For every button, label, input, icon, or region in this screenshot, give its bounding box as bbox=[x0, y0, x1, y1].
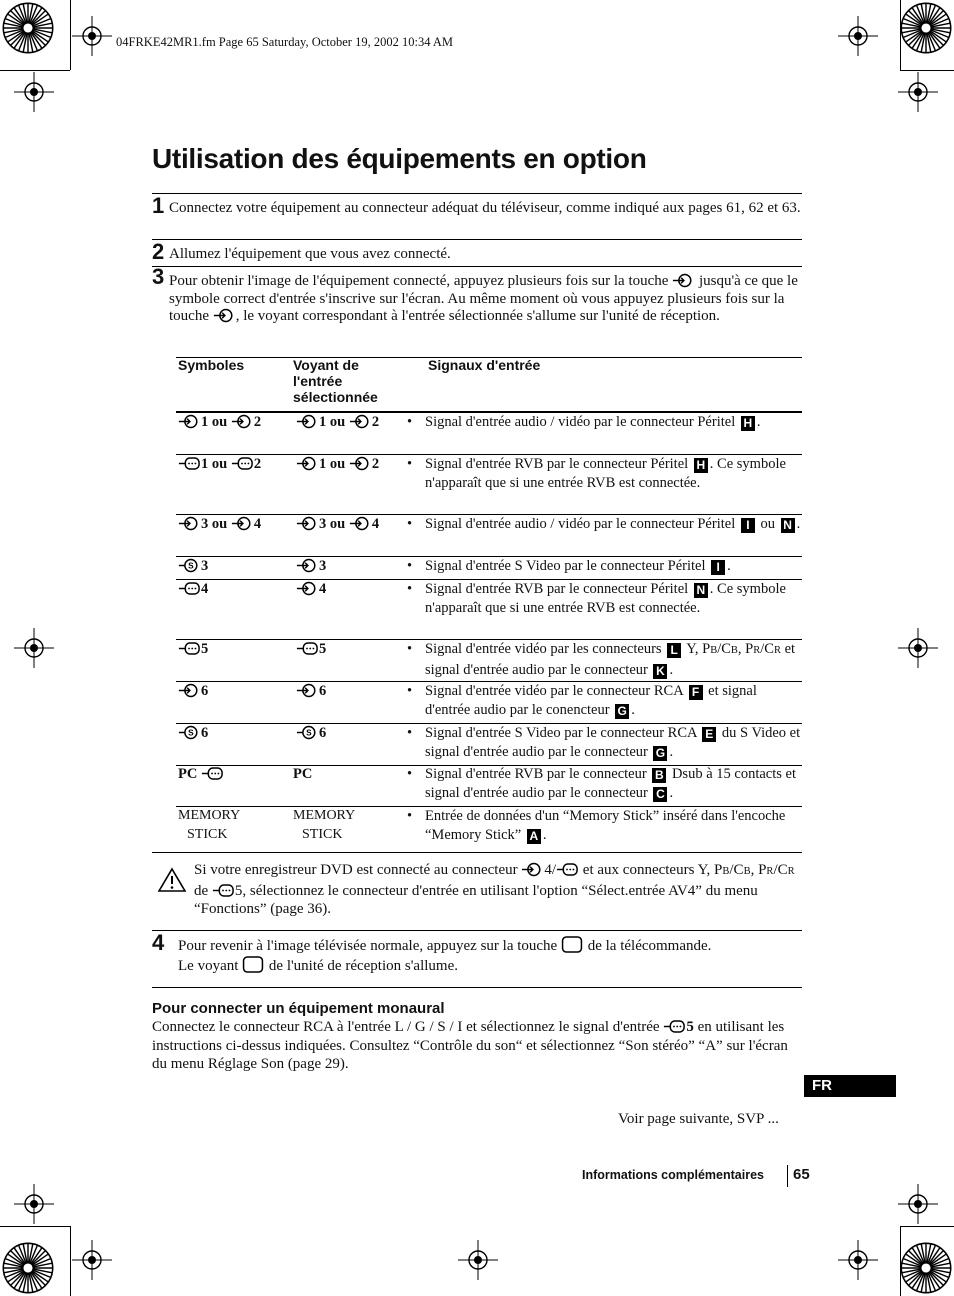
step-2-text: Allumez l'équipement que vous avez connecté. bbox=[169, 246, 451, 262]
note-text: de bbox=[194, 882, 209, 899]
step-4-text-part: Le voyant bbox=[178, 958, 239, 974]
page-number: 65 bbox=[793, 1166, 810, 1183]
table-row-signal bbox=[407, 640, 802, 679]
registration-mark bbox=[458, 1240, 498, 1280]
rgb-input-icon bbox=[556, 862, 578, 877]
av-input-icon bbox=[296, 683, 318, 698]
indicator-label: STICK bbox=[302, 826, 343, 842]
registration-mark bbox=[14, 1184, 54, 1224]
input-select-icon bbox=[213, 308, 235, 323]
signal-text: ou bbox=[760, 516, 775, 532]
signal-text: . bbox=[756, 414, 761, 430]
symbol-label: 1 ou bbox=[201, 456, 228, 472]
symbol-label: 6 bbox=[201, 683, 209, 699]
table-row-signal bbox=[407, 515, 802, 534]
table-row-signal bbox=[407, 580, 802, 617]
registration-mark bbox=[72, 16, 112, 56]
symbol-label: 1 ou bbox=[201, 414, 228, 430]
registration-mark bbox=[838, 16, 878, 56]
signal-text: et signal d'entrée audio par le conencteur bbox=[425, 683, 757, 718]
connector-key: L bbox=[667, 643, 681, 658]
subscript: R bbox=[787, 866, 795, 877]
signal-text: /C bbox=[717, 641, 731, 657]
registration-mark bbox=[898, 628, 938, 668]
table-row-indicator: PC bbox=[293, 766, 313, 782]
av-input-icon bbox=[231, 414, 253, 429]
indicator-label: 5 bbox=[319, 641, 327, 657]
paragraph-text: en utilisant les instructions ci-dessus indiquées. Consultez “Contrôle du son“ et sélectionnez “Son stéréo” “A” sur l'écran du menu Réglage Son (page 29). bbox=[152, 1019, 788, 1072]
indicator-label: 1 ou bbox=[319, 414, 346, 430]
signal-text: Dsub à 15 contacts et signal d'entrée audio par le connecteur bbox=[425, 766, 796, 801]
step-number: 2 bbox=[152, 239, 165, 264]
connector-key: B bbox=[652, 768, 666, 783]
note-text: /C bbox=[773, 862, 788, 878]
rgb-input-icon bbox=[201, 766, 223, 781]
next-page-note: Voir page suivante, SVP ... bbox=[618, 1111, 779, 1127]
step-4-text bbox=[178, 936, 804, 976]
table-row-signal bbox=[407, 413, 802, 432]
signal-text: , P bbox=[737, 641, 754, 657]
table-row-symbol bbox=[178, 455, 261, 474]
subscript: B bbox=[722, 866, 730, 877]
col-header-symbols: Symboles bbox=[178, 357, 245, 373]
dvd-note bbox=[194, 861, 804, 919]
table-row-symbol bbox=[178, 580, 208, 599]
registration-mark bbox=[838, 1240, 878, 1280]
indicator-label: 3 ou bbox=[319, 516, 346, 532]
file-info-header: 04FRKE42MR1.fm Page 65 Saturday, October 19, 2002 10:34 AM bbox=[116, 35, 454, 49]
connector-key: H bbox=[741, 416, 755, 431]
step-4-text-part: de l'unité de réception s'allume. bbox=[268, 958, 458, 974]
connector-key: I bbox=[711, 560, 725, 575]
connector-key: N bbox=[694, 583, 708, 598]
table-row-signal bbox=[407, 765, 802, 802]
symbol-label: 2 bbox=[253, 456, 262, 472]
av-input-icon bbox=[296, 456, 318, 471]
table-row-symbol bbox=[178, 765, 224, 784]
signal-text: Signal d'entrée audio / vidéo par le connecteur Péritel bbox=[425, 516, 736, 532]
connector-key: C bbox=[653, 787, 667, 802]
symbol-label: 2 bbox=[253, 414, 262, 430]
input-number: 5 bbox=[686, 1019, 694, 1035]
tv-button-icon bbox=[242, 956, 264, 973]
table-row-symbol bbox=[178, 413, 261, 432]
table-row-symbol bbox=[178, 682, 208, 701]
indicator-label: 6 bbox=[319, 683, 327, 699]
signal-text: Signal d'entrée RVB par le connecteur bbox=[425, 766, 647, 782]
input-select-icon bbox=[672, 273, 694, 288]
table-row-signal bbox=[407, 682, 802, 719]
table-row-signal bbox=[407, 807, 802, 844]
indicator-label: MEMORY bbox=[293, 808, 356, 823]
subscript: B bbox=[710, 645, 718, 656]
note-text: 4/ bbox=[544, 862, 557, 878]
divider bbox=[152, 852, 802, 853]
indicator-label: 1 ou bbox=[319, 456, 346, 472]
paragraph-text: Connectez le connecteur RCA à l'entrée L / G / S / I et sélectionnez le signal d'entrée bbox=[152, 1019, 660, 1035]
connector-key: E bbox=[702, 727, 716, 742]
symbol-label: 5 bbox=[201, 641, 209, 657]
section-heading: Pour connecter un équipement monaural bbox=[152, 1000, 445, 1017]
tv-button-icon bbox=[561, 936, 583, 953]
signal-text: Signal d'entrée RVB par le connecteur Péritel bbox=[425, 581, 689, 597]
col-header-indicator: Voyant de l'entrée sélectionnée bbox=[293, 357, 378, 405]
corner-star-mark bbox=[2, 2, 54, 54]
symbol-label: 4 bbox=[201, 581, 209, 597]
connector-key: K bbox=[653, 664, 667, 679]
rgb-input-icon bbox=[178, 581, 200, 596]
svideo-input-icon bbox=[296, 725, 318, 740]
signal-text: /C bbox=[760, 641, 774, 657]
note-text: Si votre enregistreur DVD est connecté au connecteur bbox=[194, 862, 518, 878]
registration-mark bbox=[898, 1184, 938, 1224]
step-3-text-part: , le voyant correspondant à l'entrée sélectionnée s'allume sur l'unité de réception. bbox=[235, 308, 720, 324]
av-input-icon bbox=[178, 414, 200, 429]
rgb-input-icon bbox=[296, 641, 318, 656]
signal-text: Signal d'entrée S Video par le connecteur RCA bbox=[425, 725, 697, 741]
av-input-icon bbox=[296, 558, 318, 573]
signal-text: . bbox=[669, 784, 674, 801]
signal-text: Signal d'entrée vidéo par les connecteurs bbox=[425, 641, 662, 657]
step-number: 4 bbox=[152, 930, 165, 955]
signal-text: du S Video et signal d'entrée audio par le connecteur bbox=[425, 725, 801, 760]
connector-key: A bbox=[527, 829, 541, 844]
signal-text: Signal d'entrée RVB par le connecteur Péritel bbox=[425, 456, 689, 472]
av-input-icon bbox=[231, 516, 253, 531]
subscript: R bbox=[773, 645, 781, 656]
indicator-label: 2 bbox=[371, 414, 380, 430]
signal-text: . bbox=[542, 826, 547, 843]
connector-key: G bbox=[615, 704, 629, 719]
table-row-indicator bbox=[296, 515, 379, 534]
footer-section-title: Informations complémentaires bbox=[582, 1168, 764, 1182]
registration-mark bbox=[14, 628, 54, 668]
av-input-icon bbox=[349, 456, 371, 471]
signal-text: Entrée de données d'un “Memory Stick” inséré dans l'encoche “Memory Stick” bbox=[425, 808, 786, 843]
signal-text: Signal d'entrée vidéo par le connecteur RCA bbox=[425, 683, 683, 699]
subscript: R bbox=[753, 645, 761, 656]
note-text: /C bbox=[729, 862, 744, 878]
step-3-text bbox=[169, 273, 804, 326]
corner-star-mark bbox=[2, 1242, 54, 1294]
subscript: R bbox=[766, 866, 774, 877]
signal-text: . bbox=[796, 516, 801, 532]
warning-icon bbox=[158, 867, 186, 893]
language-tab: FR bbox=[804, 1075, 896, 1097]
col-header-signals: Signaux d'entrée bbox=[428, 357, 541, 373]
corner-star-mark bbox=[900, 1242, 952, 1294]
indicator-label: 4 bbox=[371, 516, 380, 532]
note-text: et aux connecteurs Y, bbox=[582, 862, 711, 878]
step-3-text-part: Pour obtenir l'image de l'équipement connecté, appuyez plusieurs fois sur la touche bbox=[169, 273, 669, 289]
indicator-label: 3 bbox=[319, 558, 327, 574]
connector-key: F bbox=[689, 685, 703, 700]
divider bbox=[152, 193, 802, 194]
subscript: B bbox=[743, 866, 751, 877]
av-input-icon bbox=[296, 516, 318, 531]
signal-text: . Ce symbole n'apparaît que si une entrée RVB est connectée. bbox=[425, 456, 786, 491]
registration-mark bbox=[72, 1240, 112, 1280]
divider bbox=[152, 930, 802, 931]
indicator-label: 2 bbox=[371, 456, 380, 472]
table-row-symbol bbox=[178, 724, 208, 743]
registration-mark bbox=[898, 72, 938, 112]
connector-key: I bbox=[741, 518, 755, 533]
table-row-symbol bbox=[178, 515, 261, 534]
av-input-icon bbox=[178, 516, 200, 531]
page-title: Utilisation des équipements en option bbox=[152, 143, 647, 174]
step-4-text-part: de la télécommande. bbox=[587, 938, 712, 954]
table-row-indicator bbox=[296, 557, 326, 576]
table-row-symbol bbox=[178, 640, 208, 659]
corner-star-mark bbox=[900, 2, 952, 54]
step-1-text: Connectez votre équipement au connecteur adéquat du téléviseur, comme indiqué aux pages 61, 62 et 63. bbox=[169, 200, 801, 216]
table-row-signal bbox=[407, 724, 802, 761]
table-row-symbol bbox=[178, 807, 240, 844]
av-input-icon bbox=[178, 683, 200, 698]
symbol-label: 4 bbox=[253, 516, 262, 532]
table-row-indicator bbox=[296, 413, 379, 432]
signal-text: . bbox=[669, 661, 674, 678]
table-row-indicator bbox=[296, 580, 326, 599]
signal-text: . bbox=[631, 701, 635, 718]
symbol-label: MEMORY bbox=[178, 808, 241, 823]
svideo-input-icon bbox=[178, 558, 200, 573]
connector-key: N bbox=[781, 518, 795, 533]
av-input-icon bbox=[521, 862, 543, 877]
table-row-indicator bbox=[296, 724, 326, 743]
av-input-icon bbox=[349, 516, 371, 531]
subscript: B bbox=[730, 645, 738, 656]
table-row-indicator bbox=[296, 682, 326, 701]
rgb-input-icon bbox=[231, 456, 253, 471]
signal-text: Signal d'entrée S Video par le connecteur Péritel bbox=[425, 558, 706, 574]
step-4-text-part: Pour revenir à l'image télévisée normale, appuyez sur la touche bbox=[178, 938, 558, 954]
rgb-input-icon bbox=[178, 641, 200, 656]
footer-divider bbox=[787, 1165, 788, 1187]
table-row-signal bbox=[407, 557, 802, 576]
table-row-symbol bbox=[178, 557, 208, 576]
av-input-icon bbox=[296, 414, 318, 429]
signal-text: . Ce symbole n'apparaît que si une entrée RVB est connectée. bbox=[425, 581, 786, 616]
table-row-indicator bbox=[296, 640, 326, 659]
signal-text: . bbox=[669, 743, 674, 760]
signal-text: Signal d'entrée audio / vidéo par le connecteur Péritel bbox=[425, 414, 736, 430]
table-row-indicator bbox=[293, 807, 355, 844]
symbol-label: PC bbox=[178, 766, 198, 782]
table-row-indicator bbox=[296, 455, 379, 474]
note-text: , P bbox=[750, 862, 767, 878]
indicator-label: 6 bbox=[319, 725, 327, 741]
connector-key: H bbox=[694, 458, 708, 473]
table-row-signal bbox=[407, 455, 802, 492]
symbol-label: 6 bbox=[201, 725, 209, 741]
symbol-label: 3 bbox=[201, 558, 209, 574]
symbol-label: STICK bbox=[187, 826, 228, 842]
note-text: P bbox=[714, 862, 723, 878]
divider bbox=[152, 239, 802, 240]
indicator-label: 4 bbox=[319, 581, 327, 597]
step-number: 1 bbox=[152, 193, 165, 218]
signal-text: Y, P bbox=[686, 641, 711, 657]
registration-mark bbox=[14, 72, 54, 112]
svideo-input-icon bbox=[178, 725, 200, 740]
divider bbox=[152, 987, 802, 988]
divider bbox=[152, 266, 802, 267]
note-text: 5, sélectionnez le connecteur d'entrée en utilisant l'option “Sélect.entrée AV4” du menu “Fonctions” (page 36). bbox=[194, 882, 758, 917]
av-input-icon bbox=[296, 581, 318, 596]
signal-text: . bbox=[727, 558, 731, 574]
signal-text: et signal d'entrée audio par le connecteur bbox=[425, 641, 796, 678]
symbol-label: 3 ou bbox=[201, 516, 228, 532]
step-3-text-part: jusqu'à ce que le symbole correct d'entrée s'inscrive sur l'écran. Au même moment où vous appuyez plusieurs fois sur la touche bbox=[169, 273, 798, 324]
connector-key: G bbox=[653, 746, 667, 761]
rgb-input-icon bbox=[663, 1019, 685, 1034]
av-input-icon bbox=[349, 414, 371, 429]
section-paragraph bbox=[152, 1018, 802, 1074]
step-number: 3 bbox=[152, 264, 165, 289]
rgb-input-icon bbox=[212, 883, 234, 898]
rgb-input-icon bbox=[178, 456, 200, 471]
